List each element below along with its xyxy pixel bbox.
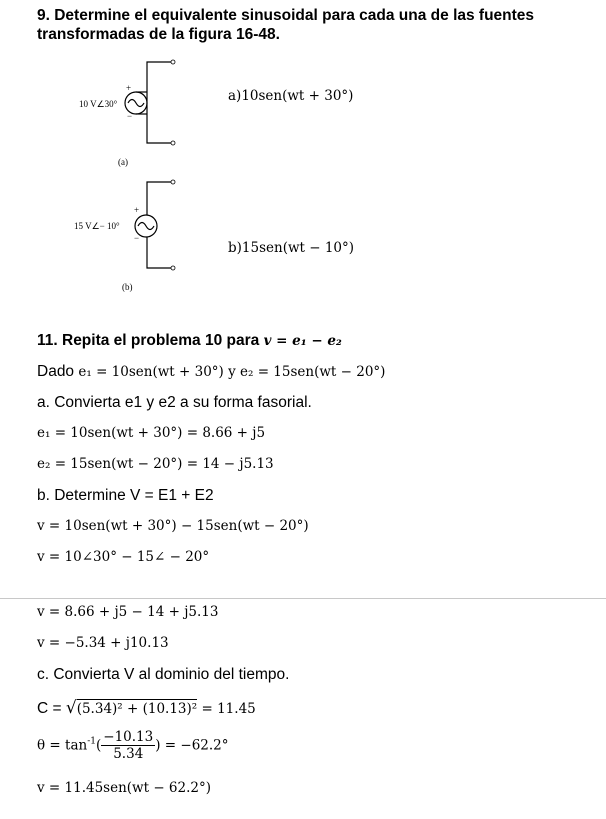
eq-v2: v = 10∠30° − 15∠ − 20° bbox=[37, 549, 210, 565]
eq-v4: v = −5.34 + j10.13 bbox=[37, 635, 169, 651]
eq-theta-den: 5.34 bbox=[113, 746, 144, 762]
given-e2: e₂ = 15sen(wt − 20°) bbox=[240, 364, 386, 380]
eq-c-radicand: (5.34)² + (10.13)² bbox=[76, 701, 198, 717]
fig-b-caption: (b) bbox=[122, 282, 133, 292]
step-a: a. Convierta e1 y e2 a su forma fasorial. bbox=[37, 394, 312, 411]
given-prefix: Dado bbox=[37, 363, 79, 380]
fig-a-minus: − bbox=[127, 111, 133, 121]
fig-b-minus: − bbox=[134, 233, 140, 243]
figure-a-circuit bbox=[70, 55, 190, 175]
eq-c-result: = 11.45 bbox=[197, 701, 256, 717]
eq-e2: e₂ = 15sen(wt − 20°) = 14 − j5.13 bbox=[37, 456, 274, 472]
problem-11-heading-text: 11. Repita el problema 10 para bbox=[37, 332, 264, 349]
given-line bbox=[37, 363, 385, 381]
figure-b-circuit bbox=[70, 178, 190, 298]
eq-angle bbox=[37, 729, 229, 762]
eq-theta-exp: -1 bbox=[87, 736, 96, 747]
eq-c-prefix: C = bbox=[37, 700, 66, 717]
fig-a-caption: (a) bbox=[118, 157, 128, 167]
eq-final: v = 11.45sen(wt − 62.2°) bbox=[37, 780, 211, 796]
eq-theta-fraction bbox=[101, 729, 155, 762]
given-e1: e₁ = 10sen(wt + 30°) bbox=[78, 364, 224, 380]
problem-11-heading bbox=[37, 332, 342, 350]
eq-magnitude bbox=[37, 698, 256, 718]
problem-9-title-line1: 9. Determine el equivalente sinusoidal para cada una de las fuentes bbox=[37, 7, 535, 24]
problem-9-title-line2: transformadas de la figura 16-48. bbox=[37, 26, 280, 43]
eq-theta-open: ( bbox=[95, 737, 102, 754]
problem-9-title bbox=[37, 6, 534, 44]
problem-11-heading-math: v = e₁ − e₂ bbox=[263, 333, 342, 349]
sqrt-icon: √ bbox=[65, 698, 77, 718]
eq-v1: v = 10sen(wt + 30°) − 15sen(wt − 20°) bbox=[37, 518, 309, 534]
eq-theta-num: −10.13 bbox=[103, 729, 154, 745]
step-b: b. Determine V = E1 + E2 bbox=[37, 487, 214, 504]
fig-b-source-label: 15 V∠− 10° bbox=[74, 221, 120, 231]
page-divider bbox=[0, 598, 606, 599]
answer-b: b)15sen(wt − 10°) bbox=[228, 240, 355, 256]
eq-v3: v = 8.66 + j5 − 14 + j5.13 bbox=[37, 604, 219, 620]
step-c: c. Convierta V al dominio del tiempo. bbox=[37, 666, 290, 683]
fig-a-plus: + bbox=[126, 83, 132, 93]
eq-theta-close: ) = −62.2° bbox=[155, 737, 229, 754]
fig-a-source-label: 10 V∠30° bbox=[79, 99, 118, 109]
given-mid: y bbox=[223, 364, 241, 380]
eq-e1: e₁ = 10sen(wt + 30°) = 8.66 + j5 bbox=[37, 425, 266, 441]
answer-a: a)10sen(wt + 30°) bbox=[228, 88, 354, 104]
eq-theta-prefix: θ = tan bbox=[37, 737, 88, 754]
fig-b-plus: + bbox=[134, 205, 140, 215]
